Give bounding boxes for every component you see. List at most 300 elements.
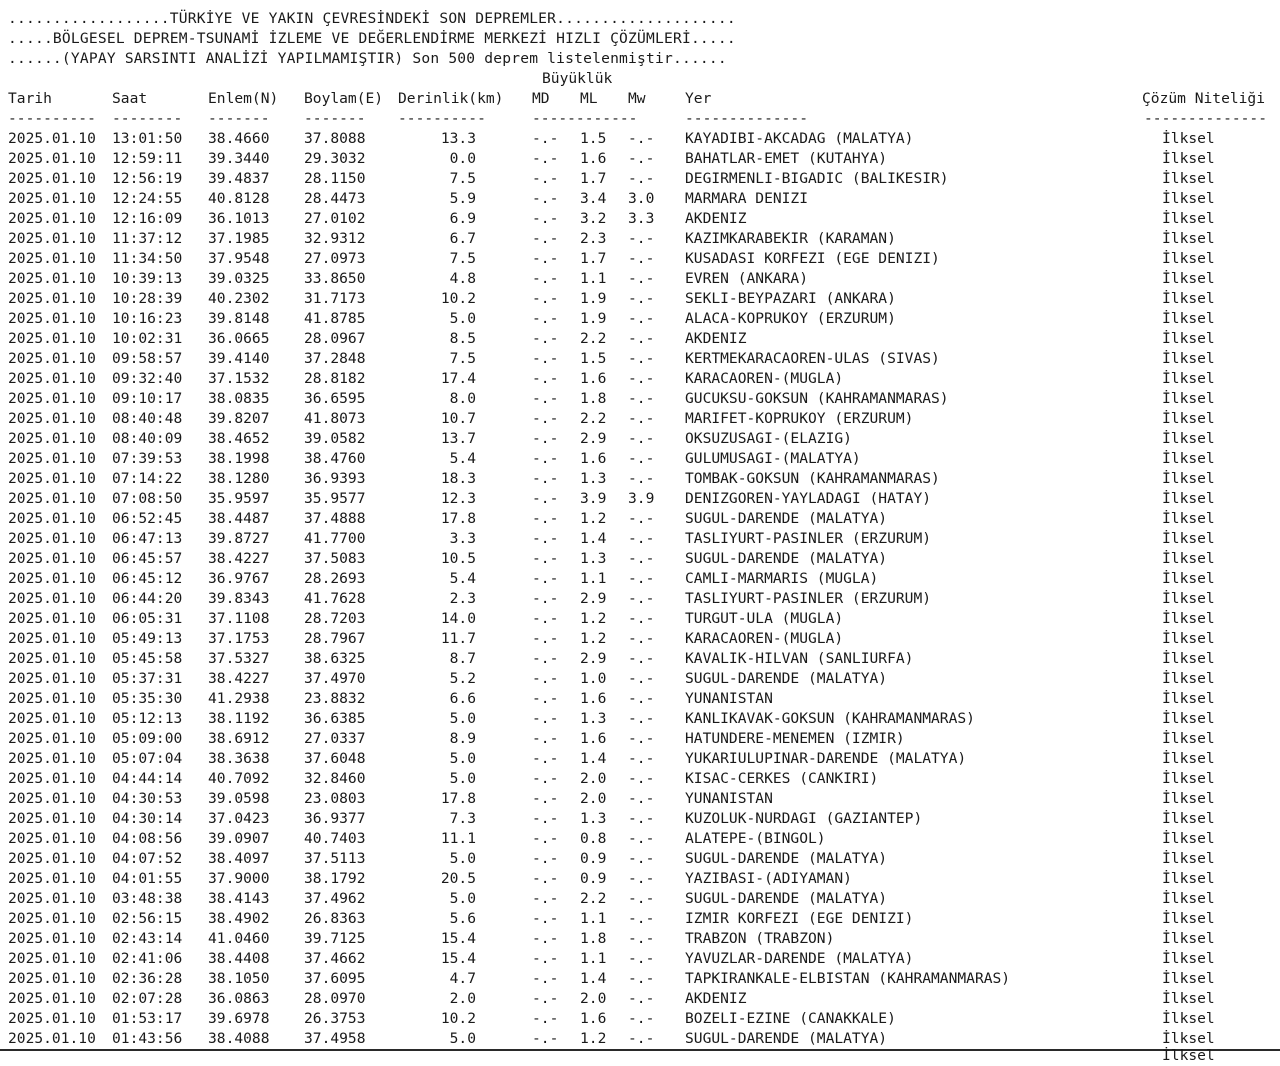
table-row xyxy=(8,789,1278,809)
cell-latitude: 37.1108 xyxy=(208,610,270,627)
cell-longitude: 37.4662 xyxy=(304,950,366,967)
cell-ml: 1.8 xyxy=(580,930,607,947)
cell-quality: İlksel xyxy=(1162,210,1215,227)
cell-time: 12:16:09 xyxy=(112,210,183,227)
cell-longitude: 37.4958 xyxy=(304,1030,366,1047)
table-row xyxy=(8,589,1278,609)
cell-location: OKSUZUSAGI-(ELAZIG) xyxy=(685,430,852,447)
cell-md: -.- xyxy=(532,210,559,227)
cell-md: -.- xyxy=(532,590,559,607)
cell-longitude: 28.0967 xyxy=(304,330,366,347)
cell-mw: -.- xyxy=(628,890,655,907)
header-note-line: ......(YAPAY SARSINTI ANALİZİ YAPILMAMIŞTIR) Son 500 deprem listelenmiştir...... xyxy=(8,50,727,67)
cell-latitude: 39.0325 xyxy=(208,270,270,287)
cell-latitude: 38.4408 xyxy=(208,950,270,967)
cell-latitude: 37.1985 xyxy=(208,230,270,247)
cell-location: MARIFET-KOPRUKOY (ERZURUM) xyxy=(685,410,914,427)
cell-latitude: 38.1050 xyxy=(208,970,270,987)
cell-date: 2025.01.10 xyxy=(8,770,96,787)
cell-mw: -.- xyxy=(628,230,655,247)
table-row xyxy=(8,649,1278,669)
cell-latitude: 38.4227 xyxy=(208,670,270,687)
cell-time: 05:49:13 xyxy=(112,630,183,647)
cell-md: -.- xyxy=(532,570,559,587)
cell-longitude: 28.7203 xyxy=(304,610,366,627)
cell-location: YAVUZLAR-DARENDE (MALATYA) xyxy=(685,950,914,967)
cell-location: TASLIYURT-PASINLER (ERZURUM) xyxy=(685,590,932,607)
cell-date: 2025.01.10 xyxy=(8,630,96,647)
cell-ml: 0.9 xyxy=(580,870,607,887)
cell-ml: 2.2 xyxy=(580,410,607,427)
column-header-quality: Çözüm Niteliği xyxy=(1142,90,1266,107)
cell-time: 13:01:50 xyxy=(112,130,183,147)
table-row xyxy=(8,809,1278,829)
cell-date: 2025.01.10 xyxy=(8,590,96,607)
cell-ml: 1.3 xyxy=(580,550,607,567)
header-title-line: ..................TÜRKİYE VE YAKIN ÇEVRESİNDEKİ SON DEPREMLER.................... xyxy=(8,10,736,27)
cell-latitude: 37.1532 xyxy=(208,370,270,387)
cell-depth: 20.5 xyxy=(440,870,476,887)
cell-longitude: 38.4760 xyxy=(304,450,366,467)
cell-quality: İlksel xyxy=(1162,730,1215,747)
cell-longitude: 40.7403 xyxy=(304,830,366,847)
cell-time: 06:47:13 xyxy=(112,530,183,547)
cell-longitude: 27.0102 xyxy=(304,210,366,227)
cell-latitude: 39.0598 xyxy=(208,790,270,807)
cell-md: -.- xyxy=(532,890,559,907)
cell-location: TASLIYURT-PASINLER (ERZURUM) xyxy=(685,530,932,547)
cell-md: -.- xyxy=(532,290,559,307)
cell-mw: -.- xyxy=(628,730,655,747)
cell-ml: 1.4 xyxy=(580,970,607,987)
cell-date: 2025.01.10 xyxy=(8,810,96,827)
cell-md: -.- xyxy=(532,950,559,967)
cell-mw: 3.9 xyxy=(628,490,655,507)
cell-latitude: 38.3638 xyxy=(208,750,270,767)
table-row xyxy=(8,949,1278,969)
cell-quality: İlksel xyxy=(1162,890,1215,907)
cell-longitude: 37.6095 xyxy=(304,970,366,987)
table-row xyxy=(8,509,1278,529)
cell-time: 06:45:12 xyxy=(112,570,183,587)
cell-ml: 3.2 xyxy=(580,210,607,227)
table-row xyxy=(8,609,1278,629)
cell-quality: İlksel xyxy=(1162,690,1215,707)
cell-latitude: 39.4837 xyxy=(208,170,270,187)
table-row xyxy=(8,489,1278,509)
cell-quality: İlksel xyxy=(1162,570,1215,587)
cell-date: 2025.01.10 xyxy=(8,570,96,587)
cell-mw: -.- xyxy=(628,250,655,267)
cell-quality: İlksel xyxy=(1162,550,1215,567)
cell-mw: -.- xyxy=(628,650,655,667)
cell-ml: 0.9 xyxy=(580,850,607,867)
cell-location: ALATEPE-(BINGOL) xyxy=(685,830,826,847)
table-row xyxy=(8,929,1278,949)
table-row xyxy=(8,889,1278,909)
table-row xyxy=(8,1029,1278,1049)
cell-time: 06:52:45 xyxy=(112,510,183,527)
table-row xyxy=(8,909,1278,929)
earthquake-list-page xyxy=(8,9,1278,1049)
cell-quality: İlksel xyxy=(1162,290,1215,307)
cell-depth: 7.5 xyxy=(449,350,476,367)
cell-location: KUSADASI KORFEZI (EGE DENIZI) xyxy=(685,250,940,267)
cell-mw: -.- xyxy=(628,910,655,927)
cell-ml: 1.1 xyxy=(580,270,607,287)
cell-location: AKDENIZ xyxy=(685,330,747,347)
cell-ml: 1.6 xyxy=(580,370,607,387)
cell-date: 2025.01.10 xyxy=(8,830,96,847)
separator-magnitude: ------------ xyxy=(532,110,638,127)
table-row xyxy=(8,349,1278,369)
cell-ml: 1.6 xyxy=(580,150,607,167)
cell-latitude: 38.4097 xyxy=(208,850,270,867)
cell-ml: 2.0 xyxy=(580,770,607,787)
column-separator-row xyxy=(8,109,1278,129)
cell-location: IZMIR KORFEZI (EGE DENIZI) xyxy=(685,910,914,927)
cell-time: 07:39:53 xyxy=(112,450,183,467)
cell-depth: 5.6 xyxy=(449,910,476,927)
cell-depth: 15.4 xyxy=(440,950,476,967)
cell-date: 2025.01.10 xyxy=(8,250,96,267)
separator-quality: -------------- xyxy=(1144,110,1268,127)
cell-md: -.- xyxy=(532,730,559,747)
cell-mw: -.- xyxy=(628,450,655,467)
cell-location: CAMLI-MARMARIS (MUGLA) xyxy=(685,570,879,587)
cell-depth: 18.3 xyxy=(440,470,476,487)
cell-location: KAVALIK-HILVAN (SANLIURFA) xyxy=(685,650,914,667)
cell-location: SUGUL-DARENDE (MALATYA) xyxy=(685,550,888,567)
cell-latitude: 37.5327 xyxy=(208,650,270,667)
table-row xyxy=(8,769,1278,789)
cell-latitude: 38.0835 xyxy=(208,390,270,407)
cell-time: 02:41:06 xyxy=(112,950,183,967)
cell-longitude: 37.4888 xyxy=(304,510,366,527)
cell-time: 06:45:57 xyxy=(112,550,183,567)
cell-mw: -.- xyxy=(628,550,655,567)
cell-md: -.- xyxy=(532,530,559,547)
column-header-location: Yer xyxy=(685,90,712,107)
cell-quality: İlksel xyxy=(1162,630,1215,647)
cell-depth: 13.3 xyxy=(440,130,476,147)
cell-longitude: 37.6048 xyxy=(304,750,366,767)
cell-md: -.- xyxy=(532,750,559,767)
cell-quality: İlksel xyxy=(1162,1010,1215,1027)
separator-time: -------- xyxy=(112,110,183,127)
cell-depth: 10.2 xyxy=(440,290,476,307)
cell-location: HATUNDERE-MENEMEN (IZMIR) xyxy=(685,730,905,747)
cell-quality: İlksel xyxy=(1162,850,1215,867)
cut-off-row-quality: İlksel xyxy=(1162,1047,1215,1064)
column-header-depth: Derinlik(km) xyxy=(398,90,504,107)
cell-mw: -.- xyxy=(628,510,655,527)
table-row xyxy=(8,269,1278,289)
cell-time: 10:28:39 xyxy=(112,290,183,307)
cell-time: 09:10:17 xyxy=(112,390,183,407)
cell-quality: İlksel xyxy=(1162,370,1215,387)
cell-time: 02:43:14 xyxy=(112,930,183,947)
cell-md: -.- xyxy=(532,190,559,207)
cell-date: 2025.01.10 xyxy=(8,450,96,467)
cell-md: -.- xyxy=(532,650,559,667)
cell-quality: İlksel xyxy=(1162,790,1215,807)
cell-longitude: 38.6325 xyxy=(304,650,366,667)
cell-latitude: 37.9000 xyxy=(208,870,270,887)
cell-ml: 2.0 xyxy=(580,990,607,1007)
cell-depth: 4.8 xyxy=(449,270,476,287)
cell-time: 08:40:48 xyxy=(112,410,183,427)
cell-time: 04:44:14 xyxy=(112,770,183,787)
cell-mw: -.- xyxy=(628,530,655,547)
cell-date: 2025.01.10 xyxy=(8,150,96,167)
cell-time: 09:58:57 xyxy=(112,350,183,367)
cell-longitude: 35.9577 xyxy=(304,490,366,507)
cell-ml: 3.9 xyxy=(580,490,607,507)
cell-longitude: 28.4473 xyxy=(304,190,366,207)
cell-quality: İlksel xyxy=(1162,750,1215,767)
cell-location: YUNANISTAN xyxy=(685,790,773,807)
separator-location: -------------- xyxy=(685,110,809,127)
cell-ml: 1.2 xyxy=(580,610,607,627)
cell-latitude: 41.0460 xyxy=(208,930,270,947)
cell-depth: 17.4 xyxy=(440,370,476,387)
cell-mw: -.- xyxy=(628,130,655,147)
table-row xyxy=(8,709,1278,729)
cell-mw: -.- xyxy=(628,790,655,807)
cell-latitude: 37.9548 xyxy=(208,250,270,267)
cell-ml: 1.6 xyxy=(580,1010,607,1027)
cell-mw: -.- xyxy=(628,970,655,987)
cell-date: 2025.01.10 xyxy=(8,330,96,347)
cell-date: 2025.01.10 xyxy=(8,890,96,907)
cell-time: 06:05:31 xyxy=(112,610,183,627)
cell-quality: İlksel xyxy=(1162,270,1215,287)
cell-time: 12:59:11 xyxy=(112,150,183,167)
cell-time: 05:35:30 xyxy=(112,690,183,707)
cell-time: 07:08:50 xyxy=(112,490,183,507)
cell-date: 2025.01.10 xyxy=(8,370,96,387)
cell-quality: İlksel xyxy=(1162,830,1215,847)
cell-mw: -.- xyxy=(628,470,655,487)
cell-md: -.- xyxy=(532,490,559,507)
cell-quality: İlksel xyxy=(1162,150,1215,167)
magnitude-group-label: Büyüklük xyxy=(542,70,613,87)
cell-latitude: 38.4660 xyxy=(208,130,270,147)
cell-location: GUCUKSU-GOKSUN (KAHRAMANMARAS) xyxy=(685,390,949,407)
cell-quality: İlksel xyxy=(1162,910,1215,927)
cell-depth: 10.2 xyxy=(440,1010,476,1027)
cell-depth: 5.0 xyxy=(449,770,476,787)
cell-quality: İlksel xyxy=(1162,530,1215,547)
table-row xyxy=(8,369,1278,389)
cell-ml: 1.7 xyxy=(580,170,607,187)
table-row xyxy=(8,629,1278,649)
cell-date: 2025.01.10 xyxy=(8,130,96,147)
cell-time: 02:07:28 xyxy=(112,990,183,1007)
cell-time: 05:37:31 xyxy=(112,670,183,687)
cell-depth: 11.1 xyxy=(440,830,476,847)
cell-quality: İlksel xyxy=(1162,610,1215,627)
cell-md: -.- xyxy=(532,410,559,427)
cell-latitude: 40.8128 xyxy=(208,190,270,207)
cell-location: TAPKIRANKALE-ELBISTAN (KAHRAMANMARAS) xyxy=(685,970,1011,987)
cell-date: 2025.01.10 xyxy=(8,670,96,687)
cell-latitude: 40.2302 xyxy=(208,290,270,307)
table-row xyxy=(8,989,1278,1009)
cell-ml: 1.7 xyxy=(580,250,607,267)
cell-mw: -.- xyxy=(628,830,655,847)
cell-md: -.- xyxy=(532,870,559,887)
cell-time: 05:45:58 xyxy=(112,650,183,667)
cell-longitude: 37.5083 xyxy=(304,550,366,567)
cell-quality: İlksel xyxy=(1162,390,1215,407)
cell-md: -.- xyxy=(532,690,559,707)
cell-depth: 4.7 xyxy=(449,970,476,987)
cell-date: 2025.01.10 xyxy=(8,750,96,767)
table-row xyxy=(8,849,1278,869)
cell-latitude: 36.1013 xyxy=(208,210,270,227)
cell-depth: 5.0 xyxy=(449,310,476,327)
table-row xyxy=(8,289,1278,309)
cell-md: -.- xyxy=(532,770,559,787)
cell-date: 2025.01.10 xyxy=(8,710,96,727)
cell-md: -.- xyxy=(532,610,559,627)
earthquake-table-body xyxy=(8,129,1278,1049)
column-header-date: Tarih xyxy=(8,90,52,107)
cell-longitude: 37.8088 xyxy=(304,130,366,147)
cell-ml: 1.8 xyxy=(580,390,607,407)
cell-latitude: 38.6912 xyxy=(208,730,270,747)
cell-depth: 7.5 xyxy=(449,170,476,187)
cell-time: 12:56:19 xyxy=(112,170,183,187)
cell-date: 2025.01.10 xyxy=(8,410,96,427)
table-row xyxy=(8,749,1278,769)
cell-depth: 0.0 xyxy=(449,150,476,167)
cell-ml: 1.2 xyxy=(580,510,607,527)
column-header-latitude: Enlem(N) xyxy=(208,90,279,107)
cell-mw: -.- xyxy=(628,390,655,407)
cell-quality: İlksel xyxy=(1162,230,1215,247)
cell-mw: -.- xyxy=(628,810,655,827)
cell-latitude: 39.8343 xyxy=(208,590,270,607)
column-header-ml: ML xyxy=(580,90,598,107)
cell-md: -.- xyxy=(532,370,559,387)
cell-quality: İlksel xyxy=(1162,990,1215,1007)
cell-depth: 6.6 xyxy=(449,690,476,707)
cell-date: 2025.01.10 xyxy=(8,990,96,1007)
cell-latitude: 39.8148 xyxy=(208,310,270,327)
cell-quality: İlksel xyxy=(1162,870,1215,887)
table-row xyxy=(8,229,1278,249)
cell-md: -.- xyxy=(532,710,559,727)
cell-longitude: 28.7967 xyxy=(304,630,366,647)
cell-quality: İlksel xyxy=(1162,470,1215,487)
cell-time: 07:14:22 xyxy=(112,470,183,487)
cell-location: YUNANISTAN xyxy=(685,690,773,707)
cell-date: 2025.01.10 xyxy=(8,270,96,287)
cell-mw: -.- xyxy=(628,150,655,167)
cell-time: 10:02:31 xyxy=(112,330,183,347)
cell-quality: İlksel xyxy=(1162,170,1215,187)
cell-quality: İlksel xyxy=(1162,670,1215,687)
cell-longitude: 38.1792 xyxy=(304,870,366,887)
cell-md: -.- xyxy=(532,430,559,447)
cell-latitude: 38.4227 xyxy=(208,550,270,567)
cell-md: -.- xyxy=(532,270,559,287)
cell-ml: 1.5 xyxy=(580,130,607,147)
cell-ml: 3.4 xyxy=(580,190,607,207)
cell-quality: İlksel xyxy=(1162,950,1215,967)
cell-md: -.- xyxy=(532,350,559,367)
cell-depth: 17.8 xyxy=(440,790,476,807)
cell-longitude: 28.8182 xyxy=(304,370,366,387)
table-row xyxy=(8,189,1278,209)
table-row xyxy=(8,1009,1278,1029)
column-header-longitude: Boylam(E) xyxy=(304,90,384,107)
table-row xyxy=(8,529,1278,549)
cell-quality: İlksel xyxy=(1162,1030,1215,1047)
cell-mw: -.- xyxy=(628,590,655,607)
cell-md: -.- xyxy=(532,630,559,647)
cell-depth: 5.4 xyxy=(449,450,476,467)
cell-location: SEKLI-BEYPAZARI (ANKARA) xyxy=(685,290,896,307)
cell-date: 2025.01.10 xyxy=(8,390,96,407)
cell-location: TRABZON (TRABZON) xyxy=(685,930,835,947)
cell-mw: -.- xyxy=(628,310,655,327)
cell-depth: 2.3 xyxy=(449,590,476,607)
cell-md: -.- xyxy=(532,830,559,847)
cell-longitude: 26.3753 xyxy=(304,1010,366,1027)
cell-md: -.- xyxy=(532,850,559,867)
cell-longitude: 37.2848 xyxy=(304,350,366,367)
cell-location: SUGUL-DARENDE (MALATYA) xyxy=(685,510,888,527)
cell-md: -.- xyxy=(532,910,559,927)
cell-ml: 2.2 xyxy=(580,890,607,907)
cell-location: KUZOLUK-NURDAGI (GAZIANTEP) xyxy=(685,810,923,827)
cell-md: -.- xyxy=(532,150,559,167)
cell-date: 2025.01.10 xyxy=(8,490,96,507)
cell-longitude: 37.4970 xyxy=(304,670,366,687)
cell-longitude: 41.8785 xyxy=(304,310,366,327)
cell-date: 2025.01.10 xyxy=(8,230,96,247)
cell-ml: 1.3 xyxy=(580,710,607,727)
cell-mw: -.- xyxy=(628,330,655,347)
cell-latitude: 39.8727 xyxy=(208,530,270,547)
cell-location: TOMBAK-GOKSUN (KAHRAMANMARAS) xyxy=(685,470,940,487)
cell-depth: 14.0 xyxy=(440,610,476,627)
cell-md: -.- xyxy=(532,450,559,467)
cell-date: 2025.01.10 xyxy=(8,650,96,667)
cell-location: BAHATLAR-EMET (KUTAHYA) xyxy=(685,150,888,167)
table-row xyxy=(8,969,1278,989)
cell-mw: 3.3 xyxy=(628,210,655,227)
cell-date: 2025.01.10 xyxy=(8,530,96,547)
cell-mw: -.- xyxy=(628,670,655,687)
cell-longitude: 23.0803 xyxy=(304,790,366,807)
cell-latitude: 37.0423 xyxy=(208,810,270,827)
cell-location: KERTMEKARACAOREN-ULAS (SIVAS) xyxy=(685,350,940,367)
cell-md: -.- xyxy=(532,470,559,487)
cell-quality: İlksel xyxy=(1162,490,1215,507)
cell-date: 2025.01.10 xyxy=(8,290,96,307)
cell-location: KAZIMKARABEKIR (KARAMAN) xyxy=(685,230,896,247)
cell-time: 02:56:15 xyxy=(112,910,183,927)
cell-time: 05:09:00 xyxy=(112,730,183,747)
cell-date: 2025.01.10 xyxy=(8,1030,96,1047)
cell-date: 2025.01.10 xyxy=(8,310,96,327)
cell-ml: 1.6 xyxy=(580,730,607,747)
